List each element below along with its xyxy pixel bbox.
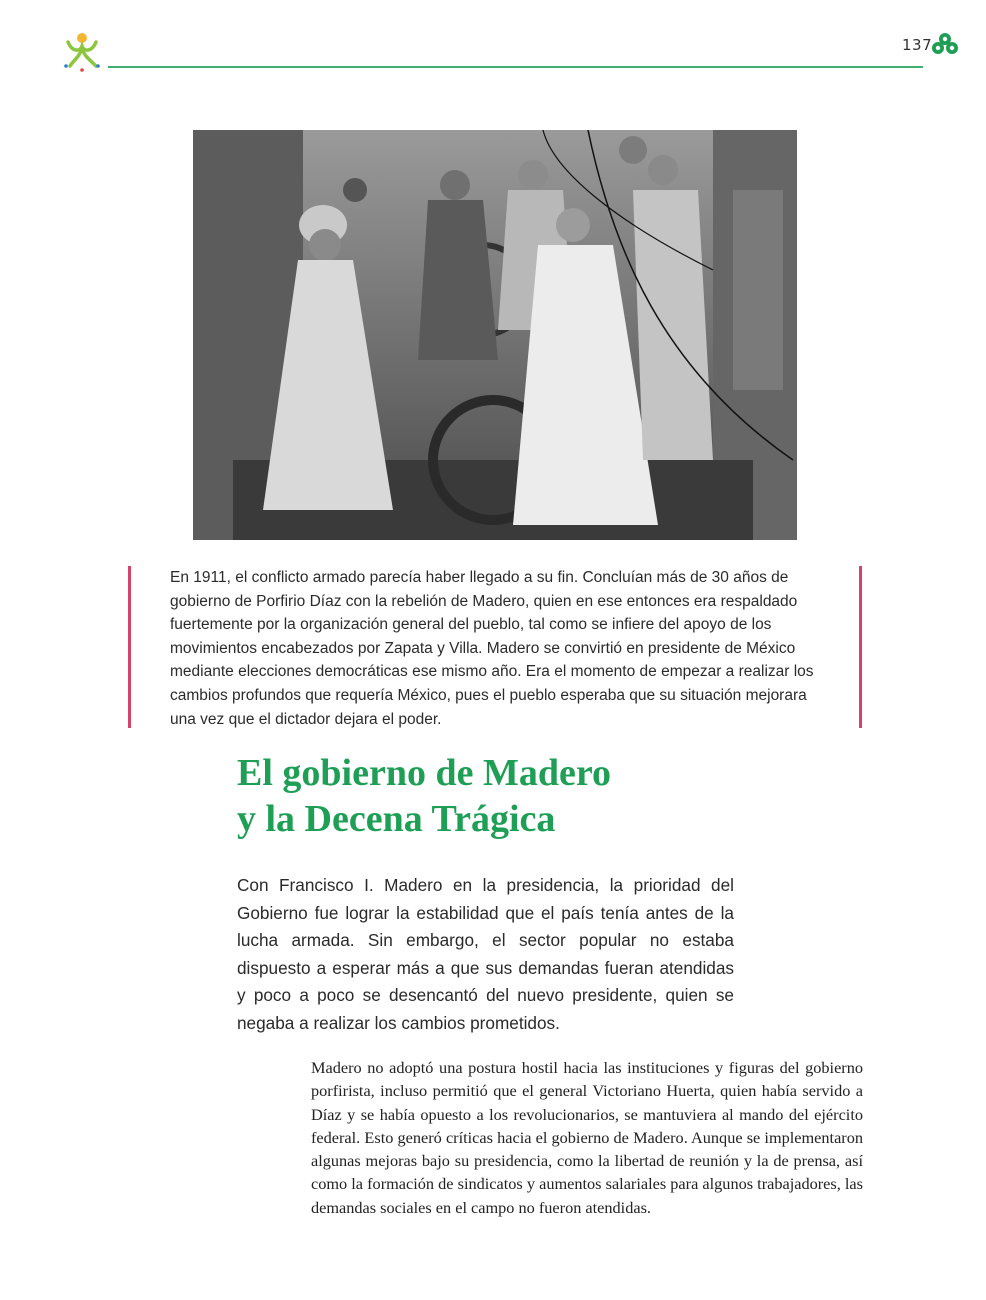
section-title [237, 750, 797, 842]
header-rule [108, 66, 923, 68]
lead-paragraph: Con Francisco I. Madero en la presidencia, la prioridad del Gobierno fue lograr la estabilidad que el país tenía antes de la lucha armada. Sin embargo, el sector popular no estaba dispuesto a esperar más a que sus demandas fueran atendidas y poco a poco se desencantó del nuevo presidente, quien se negaba a realizar los cambios prometidos. [237, 875, 734, 1033]
historical-photograph [193, 130, 797, 540]
body-paragraph: Madero no adoptó una postura hostil hacia las instituciones y figuras del gobierno porfirista, incluso permitió que el general Victoriano Huerta, quien había servido a Díaz y se había opuesto a los revolucionarios, se mantuviera al mando del ejército federal. Esto generó críticas hacia el gobierno de Madero. Aunque se implementaron algunas mejoras bajo su presidencia, como la libertad de reunión y la de prensa, así como la formación de sindicatos y aumentos salariales para algunos trabajadores, las demandas sociales en el campo no fueron atendidas. [311, 1058, 863, 1217]
page-number: 137 [902, 36, 933, 54]
caption-right-bar [859, 566, 862, 728]
section-title-line1: El gobierno de Madero [237, 752, 612, 794]
stylized-person-logo-icon [62, 30, 102, 72]
green-clover-icon [930, 32, 960, 58]
caption-left-bar [128, 566, 131, 728]
photo-caption: En 1911, el conflicto armado parecía haber llegado a su fin. Concluían más de 30 años de gobierno de Porfirio Díaz con la rebelión de Madero, quien en ese entonces era respaldado fuertemente por la organización general del pueblo, tal como se infiere del apoyo de los movimientos encabezados por Zapata y Villa. Madero se convirtió en presidente de México mediante elecciones democráticas ese mismo año. Era el momento de empezar a realizar los cambios profundos que requería México, pues el pueblo esperaba que su situación mejorara una vez que el dictador dejara el poder. [170, 569, 814, 728]
section-title-line2: y la Decena Trágica [237, 798, 556, 840]
